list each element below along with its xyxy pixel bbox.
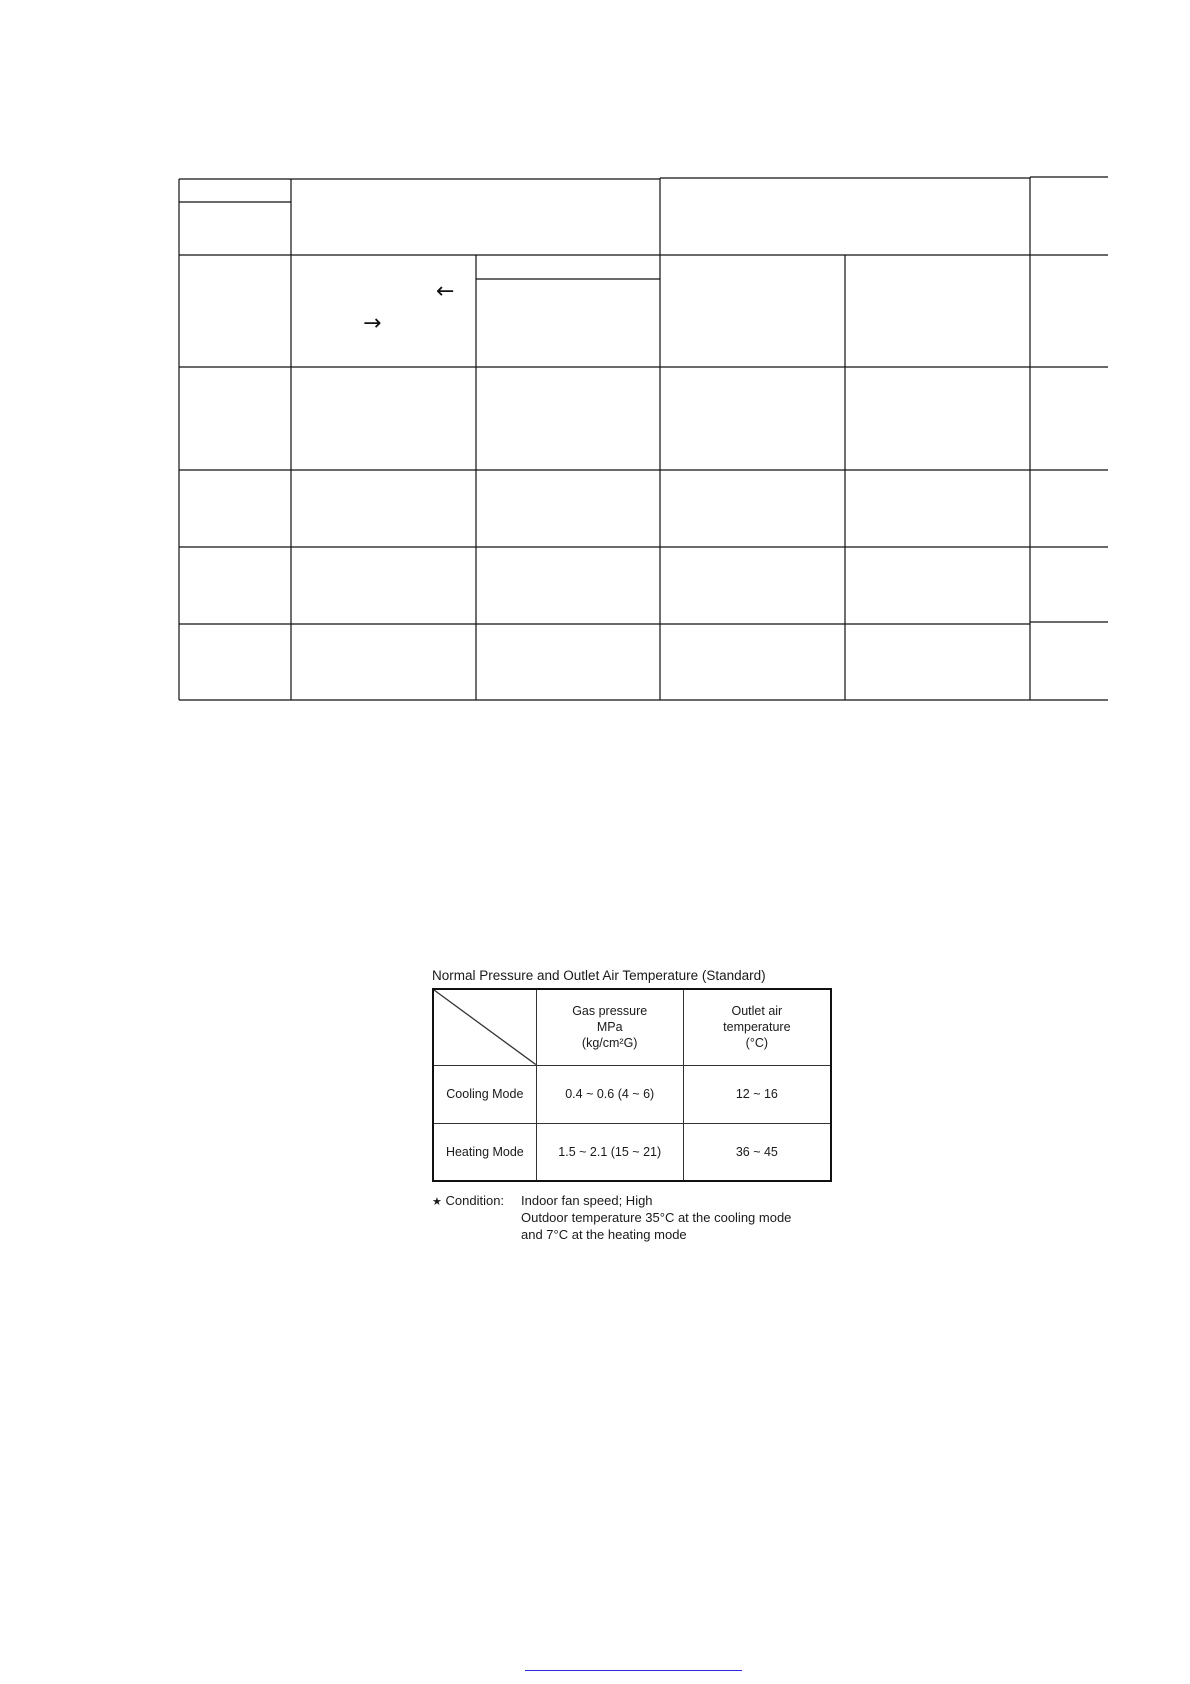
outlet-air-header [683,989,831,1065]
condition-line: Outdoor temperature 35°C at the cooling mode [521,1210,792,1225]
condition-note [432,1192,832,1243]
pressure-table [432,988,832,1182]
star-icon: ★ [432,1195,442,1208]
mode-cell: Heating Mode [433,1123,536,1181]
condition-line: Indoor fan speed; High [521,1193,653,1208]
outlet-air-header-line: Outlet air [731,1004,783,1019]
gas-pressure-header [536,989,683,1065]
gas-pressure-cell: 1.5 ~ 2.1 (15 ~ 21) [536,1123,683,1181]
left-arrow-icon: ← [436,279,455,304]
pressure-table-title: Normal Pressure and Outlet Air Temperature (Standard) [432,968,766,983]
condition-line: and 7°C at the heating mode [521,1227,687,1242]
diagonal-header-cell [433,989,536,1065]
condition-label-group [432,1192,521,1243]
table-row [433,1065,831,1123]
outlet-air-header-line: (°C) [745,1036,769,1051]
gas-pressure-cell: 0.4 ~ 0.6 (4 ~ 6) [536,1065,683,1123]
gas-pressure-header-line: (kg/cm²G) [581,1036,638,1051]
outlet-temp-cell: 12 ~ 16 [683,1065,831,1123]
empty-grid-table [0,0,1190,720]
pressure-table-section [432,968,832,1243]
mode-cell: Cooling Mode [433,1065,536,1123]
condition-label: Condition: [445,1193,505,1208]
right-arrow-icon: → [363,311,382,336]
footer-link-underline[interactable] [525,1670,742,1671]
table-row [433,1123,831,1181]
outlet-air-header-line: temperature [723,1020,791,1035]
outlet-temp-cell: 36 ~ 45 [683,1123,831,1181]
gas-pressure-header-line: Gas pressure [572,1004,648,1019]
condition-lines [521,1192,832,1243]
table-header-row [433,989,831,1065]
diagonal-line [434,990,536,1065]
gas-pressure-header-line: MPa [596,1020,623,1035]
